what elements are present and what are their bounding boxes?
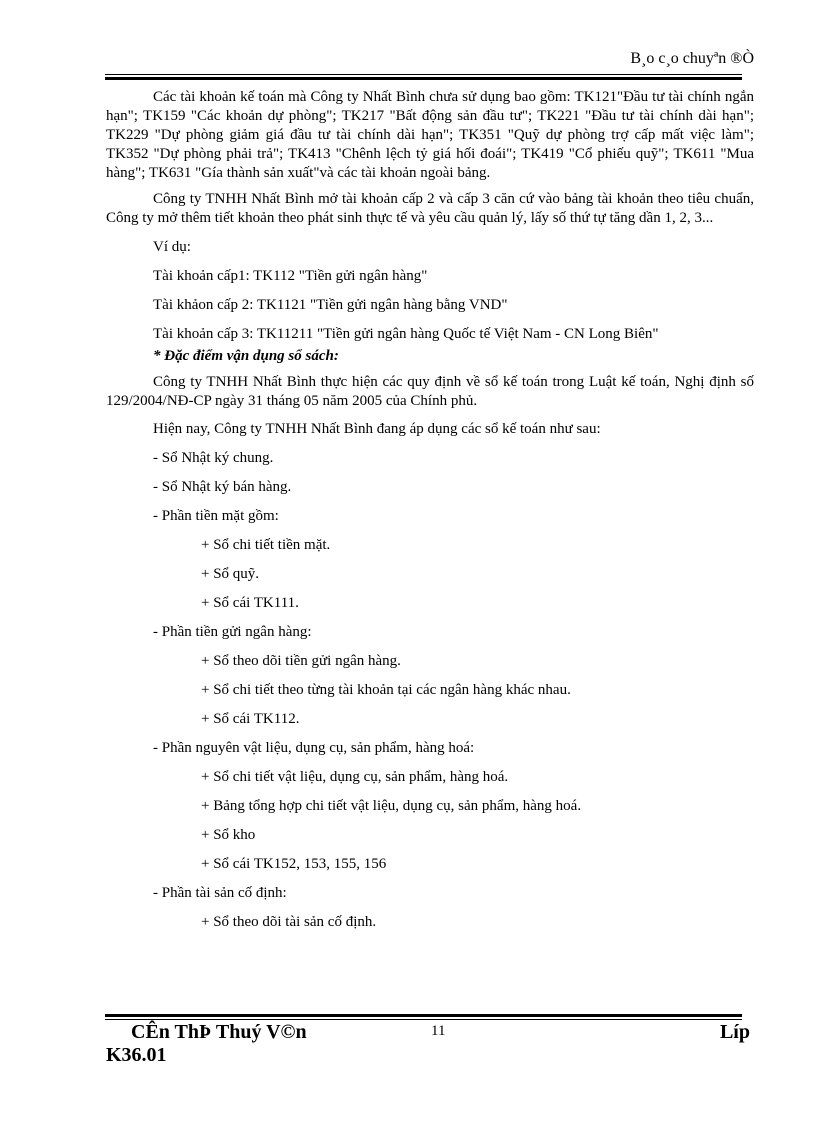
header-rule-thin <box>105 74 742 75</box>
list-subitem: + Sổ theo dõi tài sản cố định. <box>201 914 377 930</box>
page-number: 11 <box>431 1023 446 1039</box>
footer-class-code: K36.01 <box>106 1044 167 1066</box>
paragraph-level2: Tài khảon cấp 2: TK1121 "Tiền gửi ngân hàng bằng VND" <box>153 297 508 313</box>
list-item: - Phần tài sản cố định: <box>153 885 287 901</box>
body-text <box>106 88 754 932</box>
list-subitem: + Sổ cái TK111. <box>201 595 299 611</box>
list-subitem: + Sổ chi tiết vật liệu, dụng cụ, sản phẩm, hàng hoá. <box>201 769 509 785</box>
list-subitem: + Sổ theo dõi tiền gửi ngân hàng. <box>201 653 401 669</box>
paragraph-current-books: Hiện nay, Công ty TNHH Nhất Bình đang áp dụng các sổ kế toán như sau: <box>153 421 601 437</box>
list-item: - Phần tiền gửi ngân hàng: <box>153 624 312 640</box>
list-subitem: + Sổ cái TK112. <box>201 711 300 727</box>
list-subitem: + Sổ kho <box>201 827 256 843</box>
footer-class-label: Líp <box>719 1021 750 1043</box>
list-item: - Phần tiền mặt gồm: <box>153 508 279 524</box>
footer-rule-thick <box>105 1014 742 1017</box>
paragraph-level1: Tài khoản cấp1: TK112 "Tiền gửi ngân hàng" <box>153 268 428 284</box>
list-subitem: + Bảng tổng hợp chi tiết vật liệu, dụng cụ, sản phẩm, hàng hoá. <box>201 798 582 814</box>
header-title: B¸o c¸o chuyªn ®Ò <box>630 50 754 67</box>
section-heading: * Đặc điểm vận dụng sổ sách: <box>153 348 339 364</box>
paragraph-unused-accounts: Các tài khoản kế toán mà Công ty Nhất Bình chưa sử dụng bao gồm: TK121"Đầu tư tài chính ngắn hạn"; TK159 "Các khoản dự phòng"; TK217 "Bất động sản đầu tư"; TK221 "Đầu tư tài chính dài hạn"; TK229 "Dự phòng giảm giá đầu tư tài chính dài hạn"; TK351 "Quỹ dự phòng trợ cấp mất việc làm"; TK352 "Dự phòng phải trả"; TK413 "Chênh lệch tỷ giá hối đoái"; TK419 "Cổ phiếu quỹ"; TK611 "Mua hàng"; TK631 "Gía thành sản xuất"và các tài khoản ngoài bảng. <box>106 89 754 181</box>
list-subitem: + Sổ cái TK152, 153, 155, 156 <box>201 856 387 872</box>
list-item: - Sổ Nhật ký chung. <box>153 450 274 466</box>
list-item: - Phần nguyên vật liệu, dụng cụ, sản phẩm, hàng hoá: <box>153 740 475 756</box>
paragraph-example: Ví dụ: <box>153 239 191 255</box>
list-item: - Sổ Nhật ký bán hàng. <box>153 479 292 495</box>
footer-author: CÊn ThÞ Thuý V©n <box>131 1021 307 1043</box>
list-subitem: + Sổ chi tiết tiền mặt. <box>201 537 331 553</box>
list-subitem: + Sổ quỹ. <box>201 566 260 582</box>
paragraph-level3: Tài khoản cấp 3: TK11211 "Tiền gửi ngân hàng Quốc tế Việt Nam - CN Long Biên" <box>153 326 659 342</box>
header-rule-thick <box>105 77 742 80</box>
footer-rule-thin <box>105 1019 742 1020</box>
list-subitem: + Sổ chi tiết theo từng tài khoản tại các ngân hàng khác nhau. <box>201 682 571 698</box>
paragraph-regulations: Công ty TNHH Nhất Bình thực hiện các quy định về sổ kế toán trong Luật kế toán, Nghị định số 129/2004/NĐ-CP ngày 31 tháng 05 năm 2005 của Chính phủ. <box>106 374 754 409</box>
paragraph-account-levels: Công ty TNHH Nhất Bình mở tài khoản cấp 2 và cấp 3 căn cứ vào bảng tài khoản theo tiêu chuẩn, Công ty mở thêm tiết khoản theo phát sinh thực tế và yêu cầu quản lý, lấy số thứ tự tăng dần 1, 2, 3... <box>106 191 754 226</box>
